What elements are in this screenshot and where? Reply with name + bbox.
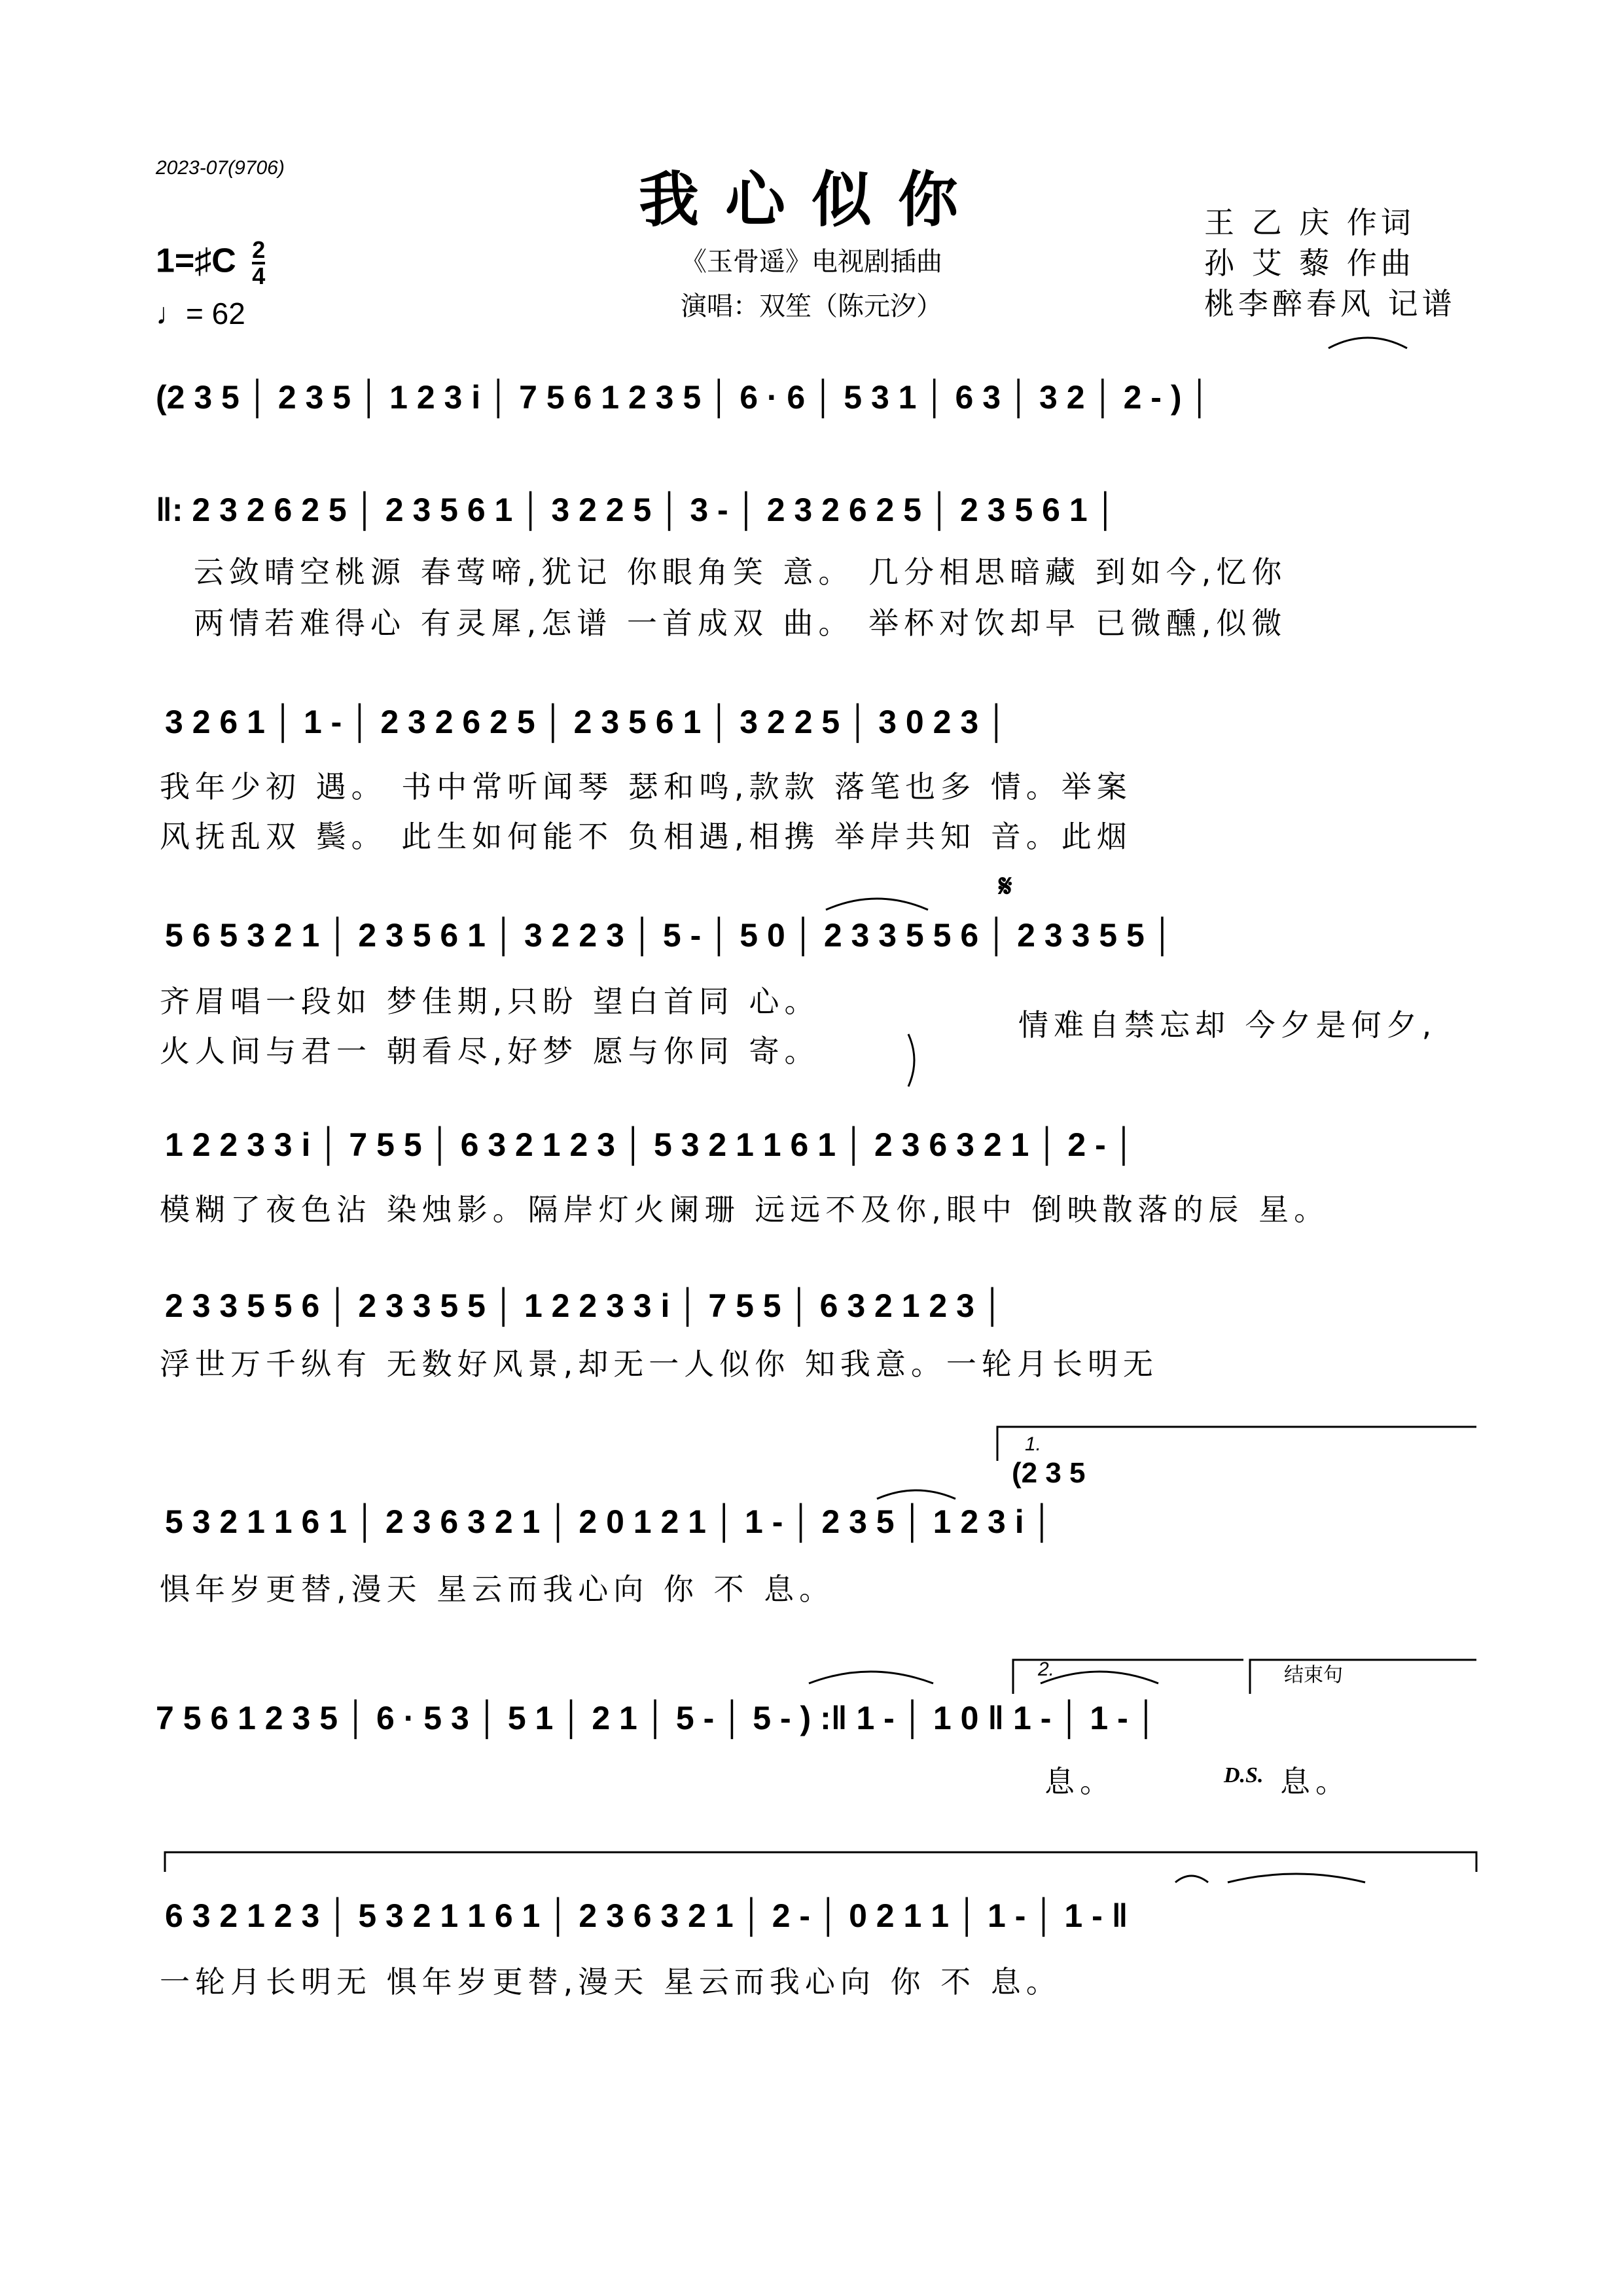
tie-system-8b <box>1041 1672 1158 1683</box>
tie-system-9b <box>1228 1874 1365 1882</box>
volta-1-notes: (2 3 5 <box>1012 1457 1086 1489</box>
system-7-notes: 5 3 2 1 1 6 1 │ 2 3 6 3 2 1 │ 2 0 1 2 1 │ 1 - │ 2 3 5 │ 1 2 3 i │ <box>165 1503 1054 1540</box>
system-5-lyric-1: 模糊了夜色沾 染烛影。隔岸灯火阑珊 远远不及你,眼中 倒映散落的辰 星。 <box>160 1192 1330 1227</box>
system-8-lyric-1: 息。 <box>1044 1764 1115 1799</box>
system-3-lyric-1: 我年少初 遇。 书中常听闻琴 瑟和鸣,款款 落笔也多 情。举案 <box>160 769 1132 804</box>
system-4-side-lyric: 情难自禁忘却 今夕是何夕, <box>1018 1007 1437 1043</box>
system-6-notes: 2 3 3 5 5 6 │ 2 3 3 5 5 │ 1 2 2 3 3 i │ 7 5 5 │ 6 3 2 1 2 3 │ <box>165 1287 1005 1324</box>
time-top: 2 <box>252 236 266 263</box>
song-title: 我心似你 <box>638 165 984 235</box>
lyricist-credit: 王 乙 庆 作词 <box>1204 205 1415 240</box>
system-8-notes: 7 5 6 1 2 3 5 │ 6 · 5 3 │ 5 1 │ 2 1 │ 5 - │ 5 - ) :‖ 1 - │ 1 0 ‖ 1 - │ 1 - │ <box>156 1700 1158 1736</box>
system-9-notes: 6 3 2 1 2 3 │ 5 3 2 1 1 6 1 │ 2 3 6 3 2 1 │ 2 - │ 0 2 1 1 │ 1 - │ 1 - ‖ <box>165 1897 1128 1934</box>
tie-system-9a <box>1175 1876 1208 1882</box>
system-2-lyric-1: 云敛晴空桃源 春莺啼,犹记 你眼角笑 意。 几分相思暗藏 到如今,忆你 <box>194 554 1287 590</box>
system-3-lyric-2: 风抚乱双 鬓。 此生如何能不 负相遇,相携 举岸共知 音。此烟 <box>160 819 1132 854</box>
system-4-lyric-2: 火人间与君一 朝看尽,好梦 愿与你同 寄。 <box>160 1033 820 1069</box>
ending-bracket <box>1250 1660 1476 1694</box>
system-7-lyric-1: 惧年岁更替,漫天 星云而我心向 你 不 息。 <box>160 1571 835 1607</box>
lyric-brace <box>908 1034 914 1086</box>
system-3-notes: 3 2 6 1 │ 1 - │ 2 3 2 6 2 5 │ 2 3 5 6 1 │ 3 2 2 5 │ 3 0 2 3 │ <box>165 704 1008 740</box>
composer-credit: 孙 艾 藜 作曲 <box>1204 245 1415 281</box>
volta-1-bracket <box>997 1427 1476 1461</box>
time-bottom: 4 <box>252 262 266 289</box>
system-4-lyric-1: 齐眉唱一段如 梦佳期,只盼 望白首同 心。 <box>160 984 820 1019</box>
key-label: 1=♯C <box>156 242 236 280</box>
volta-2-label: 2. <box>1038 1659 1055 1680</box>
ds-marking: D.S. <box>1224 1763 1264 1787</box>
tie-system-4 <box>826 899 928 910</box>
volta-2-bracket <box>1013 1660 1243 1694</box>
performer-credit: 演唱：双笙（陈元汐） <box>681 291 942 321</box>
system-2-notes: ‖: 2 3 2 6 2 5 │ 2 3 5 6 1 │ 3 2 2 5 │ 3 - │ 2 3 2 6 2 5 │ 2 3 5 6 1 │ <box>156 492 1117 528</box>
system-1-notes: (2 3 5 │ 2 3 5 │ 1 2 3 i │ 7 5 6 1 2 3 5 │ 6 · 6 │ 5 3 1 │ 6 3 │ 3 2 │ 2 - ) │ <box>156 379 1211 416</box>
tie-intro <box>1329 338 1407 348</box>
system-5-notes: 1 2 2 3 3 i │ 7 5 5 │ 6 3 2 1 2 3 │ 5 3 2 1 1 6 1 │ 2 3 6 3 2 1 │ 2 - │ <box>165 1126 1135 1163</box>
score-code: 2023-07(9706) <box>156 157 285 179</box>
song-subtitle: 《玉骨遥》电视剧插曲 <box>681 247 942 277</box>
system-2-lyric-2: 两情若难得心 有灵犀,怎谱 一首成双 曲。 举杯对饮却早 已微醺,似微 <box>194 605 1287 641</box>
system-8-lyric-2: 息。 <box>1280 1764 1351 1799</box>
system-4-notes: 5 6 5 3 2 1 │ 2 3 5 6 1 │ 3 2 2 3 │ 5 - │ 5 0 │ 2 3 3 5 5 6 │ 2 3 3 5 5 │ <box>165 917 1174 954</box>
tie-system-8a <box>809 1672 933 1683</box>
coda-bracket <box>165 1852 1476 1872</box>
ending-label: 结束句 <box>1284 1664 1343 1687</box>
tie-system-7 <box>877 1490 955 1499</box>
system-6-lyric-1: 浮世万千纵有 无数好风景,却无一人似你 知我意。一轮月长明无 <box>160 1346 1158 1382</box>
transcriber-credit: 桃李醉春风 记谱 <box>1204 286 1456 321</box>
volta-1-label: 1. <box>1025 1433 1042 1455</box>
tempo-marking: ♩= 62 <box>156 296 245 331</box>
system-9-lyric-1: 一轮月长明无 惧年岁更替,漫天 星云而我心向 你 不 息。 <box>160 1964 1061 2000</box>
segno-sign: 𝄋 <box>999 868 1012 905</box>
